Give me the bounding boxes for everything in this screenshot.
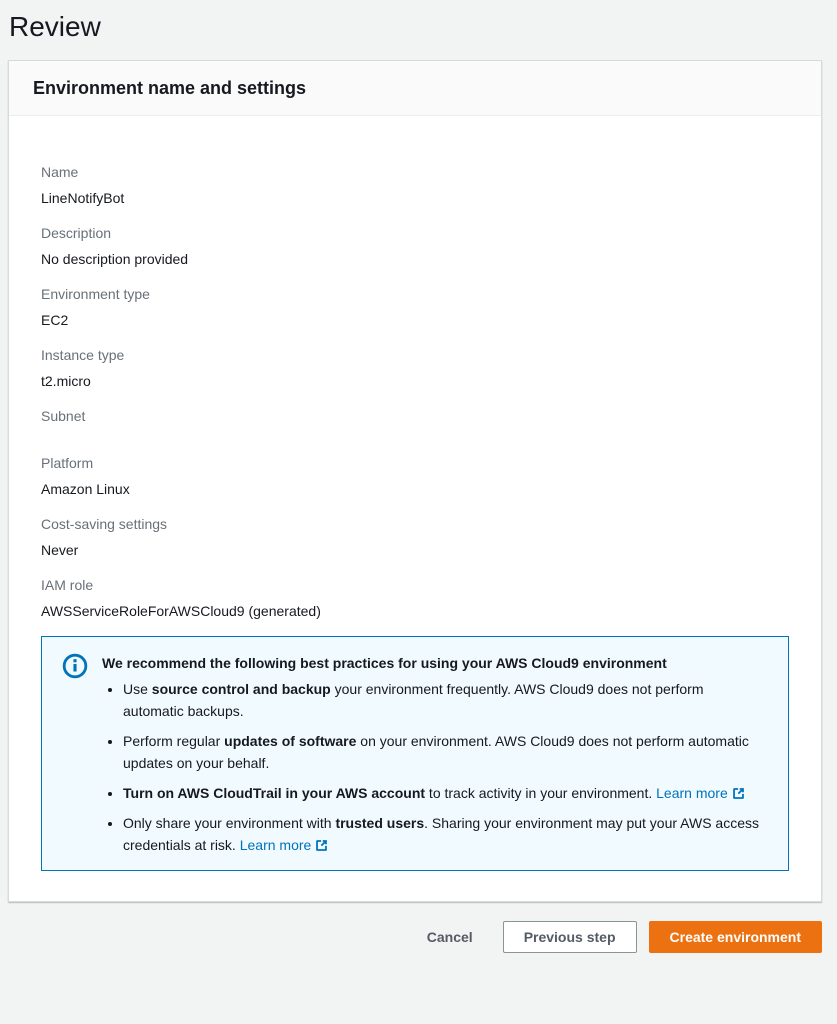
field-label: Subnet — [41, 408, 86, 424]
page-title: Review — [9, 11, 101, 42]
field-value: t2.micro — [41, 373, 91, 389]
bullet-text: your environment frequently. AWS Cloud9 does not perform automatic backups. — [123, 681, 704, 719]
external-link-icon — [732, 787, 745, 800]
learn-more-label: Learn more — [239, 837, 312, 853]
field-name — [41, 162, 789, 208]
bullet-text: Only share your environment with — [123, 815, 336, 831]
panel-header — [9, 61, 821, 116]
wizard-footer — [8, 902, 822, 953]
bullet-text-bold: updates of software — [224, 733, 357, 749]
field-label: Description — [41, 225, 112, 241]
field-label: Instance type — [41, 347, 125, 363]
bullet-text: Use — [123, 681, 152, 697]
list-item — [123, 782, 768, 804]
field-environment-type — [41, 284, 789, 330]
field-cost-saving-settings — [41, 514, 789, 560]
environment-settings-panel — [8, 60, 822, 902]
external-link-icon — [315, 839, 328, 852]
info-title: We recommend the following best practices for using your AWS Cloud9 environment — [102, 655, 667, 671]
field-label: Environment type — [41, 286, 150, 302]
field-value: No description provided — [41, 251, 189, 267]
bullet-text-bold: trusted users — [335, 815, 425, 831]
field-subnet — [41, 406, 789, 426]
list-item — [123, 678, 768, 722]
bullet-text-bold: Turn on AWS CloudTrail in your AWS account — [123, 785, 426, 801]
panel-header-title: Environment name and settings — [33, 78, 307, 98]
panel-body — [9, 116, 821, 901]
field-label: Cost-saving settings — [41, 516, 168, 532]
field-value: AWSServiceRoleForAWSCloud9 (generated) — [41, 603, 321, 619]
learn-more-link[interactable] — [656, 785, 745, 801]
field-instance-type — [41, 345, 789, 391]
info-content — [102, 651, 768, 856]
best-practices-list — [102, 678, 768, 856]
field-value: LineNotifyBot — [41, 190, 125, 206]
previous-step-button[interactable]: Previous step — [503, 921, 637, 953]
cancel-button[interactable]: Cancel — [423, 922, 477, 952]
learn-more-link[interactable] — [240, 837, 329, 853]
field-description — [41, 223, 789, 269]
best-practices-info-box — [41, 636, 789, 871]
bullet-text: . Sharing your environment may put your AWS access credentials at risk. — [123, 815, 759, 853]
bullet-text-bold: source control and backup — [151, 681, 331, 697]
field-value: Amazon Linux — [41, 481, 130, 497]
list-item — [123, 812, 768, 856]
field-value: Never — [41, 542, 79, 558]
field-value: EC2 — [41, 312, 69, 328]
field-platform — [41, 453, 789, 499]
field-iam-role — [41, 575, 789, 621]
field-label: Name — [41, 164, 79, 180]
bullet-text: Perform regular — [123, 733, 225, 749]
info-icon — [62, 653, 88, 684]
bullet-text: to track activity in your environment. — [425, 785, 657, 801]
list-item — [123, 730, 768, 774]
create-environment-button[interactable]: Create environment — [649, 921, 822, 953]
field-label: Platform — [41, 455, 94, 471]
learn-more-label: Learn more — [656, 785, 728, 801]
field-label: IAM role — [41, 577, 94, 593]
bullet-text: on your environment. AWS Cloud9 does not perform automatic updates on your behalf. — [123, 733, 749, 771]
